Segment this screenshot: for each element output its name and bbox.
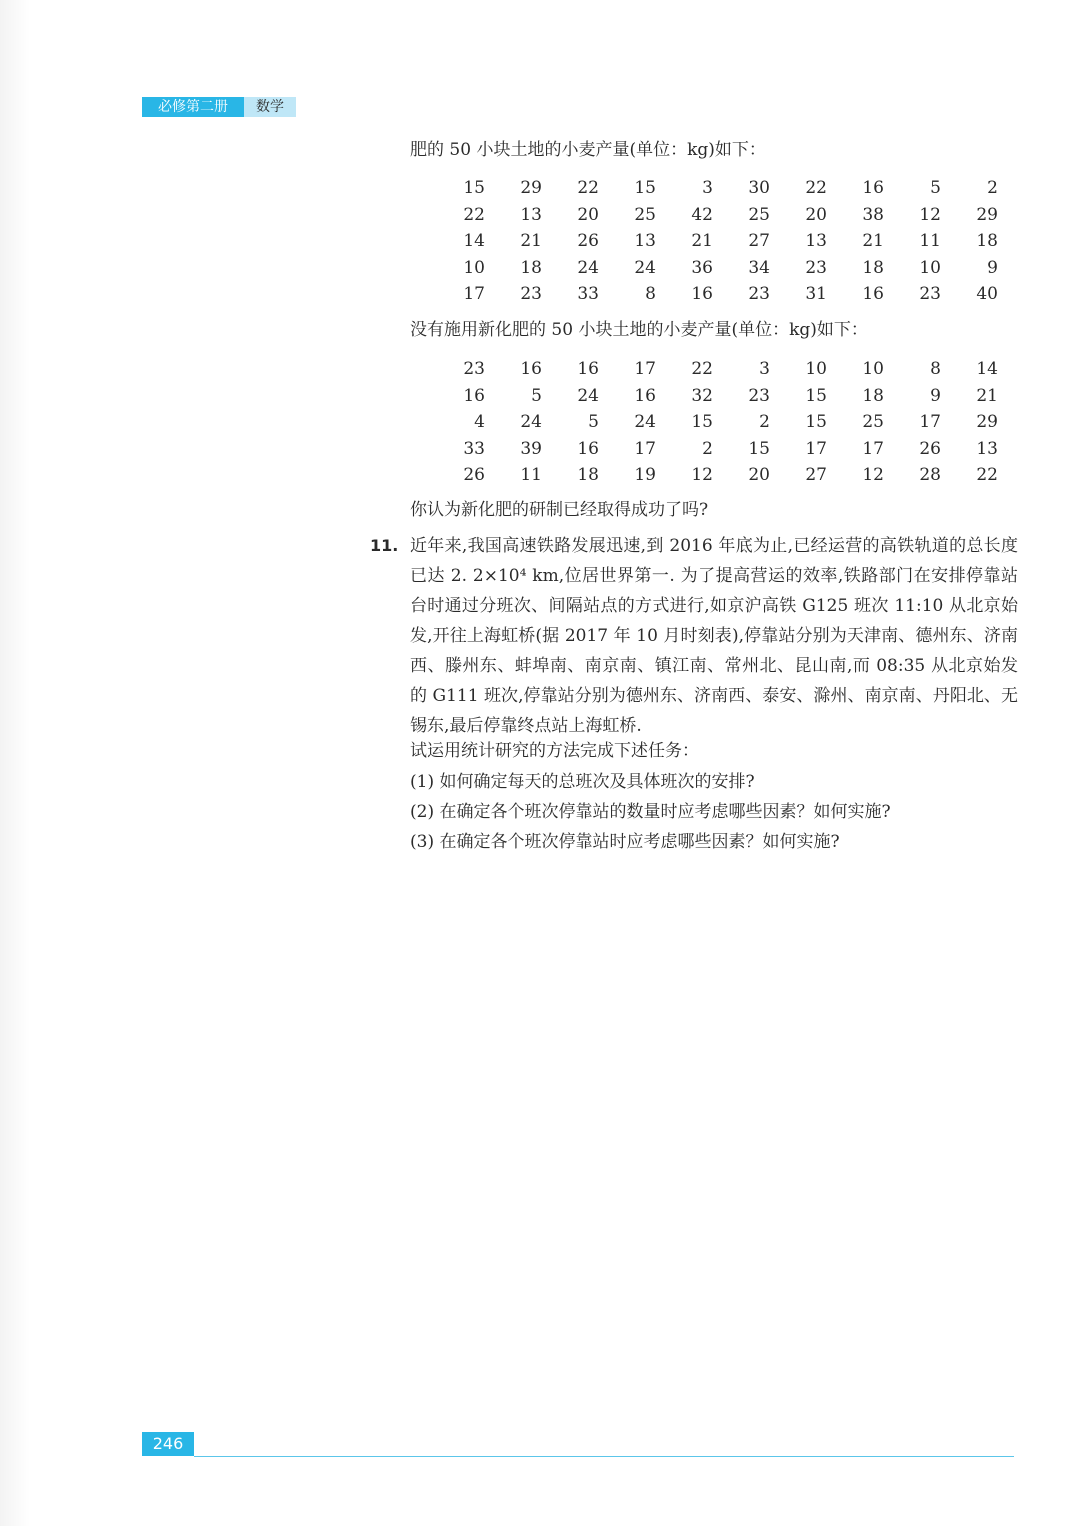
table-cell: 16 — [634, 385, 656, 406]
table-cell: 38 — [862, 204, 884, 225]
question-number: 11. — [370, 536, 399, 555]
table-cell: 12 — [862, 465, 884, 485]
table-cell: 18 — [520, 257, 542, 278]
table-cell: 24 — [634, 412, 656, 432]
table-cell: 19 — [634, 465, 656, 485]
table-cell: 29 — [976, 204, 998, 225]
table-row — [428, 255, 998, 282]
table-row — [428, 383, 998, 410]
data-table-unfertilized — [428, 356, 998, 489]
table-cell: 5 — [930, 178, 941, 198]
table-cell: 16 — [577, 359, 599, 379]
table-cell: 18 — [862, 257, 884, 278]
table-cell: 23 — [748, 385, 770, 406]
table-cell: 3 — [759, 359, 770, 379]
table-cell: 21 — [520, 231, 542, 251]
table-cell: 32 — [691, 385, 713, 406]
table-cell: 2 — [987, 178, 998, 198]
table-cell: 21 — [976, 385, 998, 406]
table-cell: 17 — [862, 438, 884, 459]
table-cell: 9 — [930, 385, 941, 406]
table-cell: 13 — [520, 204, 542, 225]
table-cell: 12 — [691, 465, 713, 485]
table-cell: 12 — [919, 204, 941, 225]
table-row — [428, 356, 998, 383]
table-row — [428, 436, 998, 463]
table-cell: 15 — [805, 385, 827, 406]
table-cell: 18 — [577, 465, 599, 485]
table-cell: 15 — [748, 438, 770, 459]
table-cell: 16 — [520, 359, 542, 379]
table-cell: 10 — [919, 257, 941, 278]
table-cell: 40 — [976, 284, 998, 304]
table-cell: 42 — [691, 204, 713, 225]
table-cell: 15 — [634, 178, 656, 198]
table-cell: 17 — [634, 359, 656, 379]
table-cell: 33 — [463, 438, 485, 459]
intro-table1: 肥的 50 小块土地的小麦产量(单位：kg)如下： — [410, 140, 766, 160]
task-instruction: 试运用统计研究的方法完成下述任务： — [410, 741, 699, 761]
table-cell: 22 — [805, 178, 827, 198]
table-cell: 2 — [759, 412, 770, 432]
table-cell: 16 — [862, 178, 884, 198]
table-cell: 22 — [691, 359, 713, 379]
table-cell: 20 — [748, 465, 770, 485]
table-cell: 22 — [463, 204, 485, 225]
table-cell: 5 — [588, 412, 599, 432]
table-cell: 36 — [691, 257, 713, 278]
table-cell: 14 — [463, 231, 485, 251]
table-row — [428, 228, 998, 255]
table-cell: 18 — [976, 231, 998, 251]
table-cell: 11 — [520, 465, 542, 485]
table-cell: 20 — [577, 204, 599, 225]
table-cell: 24 — [577, 257, 599, 278]
table-cell: 8 — [645, 284, 656, 304]
table-cell: 17 — [634, 438, 656, 459]
table-cell: 11 — [919, 231, 941, 251]
table-cell: 29 — [520, 178, 542, 198]
table-cell: 10 — [805, 359, 827, 379]
table-cell: 21 — [862, 231, 884, 251]
question10-closing: 你认为新化肥的研制已经取得成功了吗? — [410, 500, 709, 520]
table-cell: 16 — [577, 438, 599, 459]
header-book-label: 必修第二册 — [142, 97, 244, 117]
table-cell: 5 — [531, 385, 542, 406]
table-cell: 23 — [805, 257, 827, 278]
table-cell: 25 — [748, 204, 770, 225]
table-cell: 24 — [577, 385, 599, 406]
table-cell: 27 — [748, 231, 770, 251]
page-number: 246 — [142, 1432, 194, 1456]
table-cell: 9 — [987, 257, 998, 278]
table-cell: 23 — [748, 284, 770, 304]
table-cell: 33 — [577, 284, 599, 304]
table-cell: 17 — [463, 284, 485, 304]
table-cell: 10 — [463, 257, 485, 278]
table-cell: 21 — [691, 231, 713, 251]
table-cell: 26 — [577, 231, 599, 251]
footer-rule — [194, 1456, 1014, 1457]
table-row — [428, 462, 998, 489]
table-cell: 16 — [862, 284, 884, 304]
table-cell: 39 — [520, 438, 542, 459]
table-cell: 23 — [919, 284, 941, 304]
table-cell: 28 — [919, 465, 941, 485]
running-header — [142, 97, 296, 117]
table-cell: 22 — [976, 465, 998, 485]
intro-table2: 没有施用新化肥的 50 小块土地的小麦产量(单位：kg)如下： — [410, 320, 868, 340]
table-cell: 16 — [691, 284, 713, 304]
table-cell: 23 — [520, 284, 542, 304]
table-cell: 24 — [634, 257, 656, 278]
table-cell: 10 — [862, 359, 884, 379]
table-cell: 23 — [463, 359, 485, 379]
data-table-fertilized — [428, 175, 998, 308]
table-row — [428, 202, 998, 229]
table-cell: 20 — [805, 204, 827, 225]
table-cell: 2 — [702, 438, 713, 459]
table-row — [428, 409, 998, 436]
sub-question-2: (2) 在确定各个班次停靠站的数量时应考虑哪些因素？如何实施? — [410, 802, 891, 822]
table-cell: 8 — [930, 359, 941, 379]
table-cell: 15 — [805, 412, 827, 432]
table-cell: 29 — [976, 412, 998, 432]
table-cell: 22 — [577, 178, 599, 198]
table-cell: 25 — [862, 412, 884, 432]
table-cell: 3 — [702, 178, 713, 198]
table-cell: 4 — [474, 412, 485, 432]
table-cell: 18 — [862, 385, 884, 406]
table-cell: 26 — [919, 438, 941, 459]
sub-question-1: (1) 如何确定每天的总班次及具体班次的安排? — [410, 772, 755, 792]
sub-question-3: (3) 在确定各个班次停靠站时应考虑哪些因素？如何实施? — [410, 832, 840, 852]
question-11-text: 近年来,我国高速铁路发展迅速,到 2016 年底为止,已经运营的高铁轨道的总长度已达 2. 2×10⁴ km,位居世界第一. 为了提高营运的效率,铁路部门在安排停靠站台时通过分班次、间隔站点的方式进行,如京沪高铁 G125 班次 11:10 从北京始发,开往上海虹桥(据 2017 年 10 月时刻表),停靠站分别为天津南、德州东、济南西、滕州东、蚌埠南、南京南、镇江南、常州北、昆山南,而 08:35 从北京始发的 G111 班次,停靠站分别为德州东、济南西、泰安、滁州、南京南、丹阳北、无锡东,最后停靠终点站上海虹桥. — [410, 536, 1018, 736]
table-cell: 16 — [463, 385, 485, 406]
table-cell: 34 — [748, 257, 770, 278]
table-cell: 25 — [634, 204, 656, 225]
table-row — [428, 175, 998, 202]
table-cell: 31 — [805, 284, 827, 304]
table-cell: 17 — [805, 438, 827, 459]
table-cell: 17 — [919, 412, 941, 432]
table-cell: 27 — [805, 465, 827, 485]
header-subject-label: 数学 — [244, 97, 296, 117]
table-row — [428, 281, 998, 308]
table-cell: 30 — [748, 178, 770, 198]
table-cell: 24 — [520, 412, 542, 432]
table-cell: 26 — [463, 465, 485, 485]
table-cell: 13 — [805, 231, 827, 251]
table-cell: 13 — [634, 231, 656, 251]
table-cell: 15 — [463, 178, 485, 198]
page-edge-shade — [0, 0, 30, 1526]
table-cell: 14 — [976, 359, 998, 379]
table-cell: 13 — [976, 438, 998, 459]
table-cell: 15 — [691, 412, 713, 432]
